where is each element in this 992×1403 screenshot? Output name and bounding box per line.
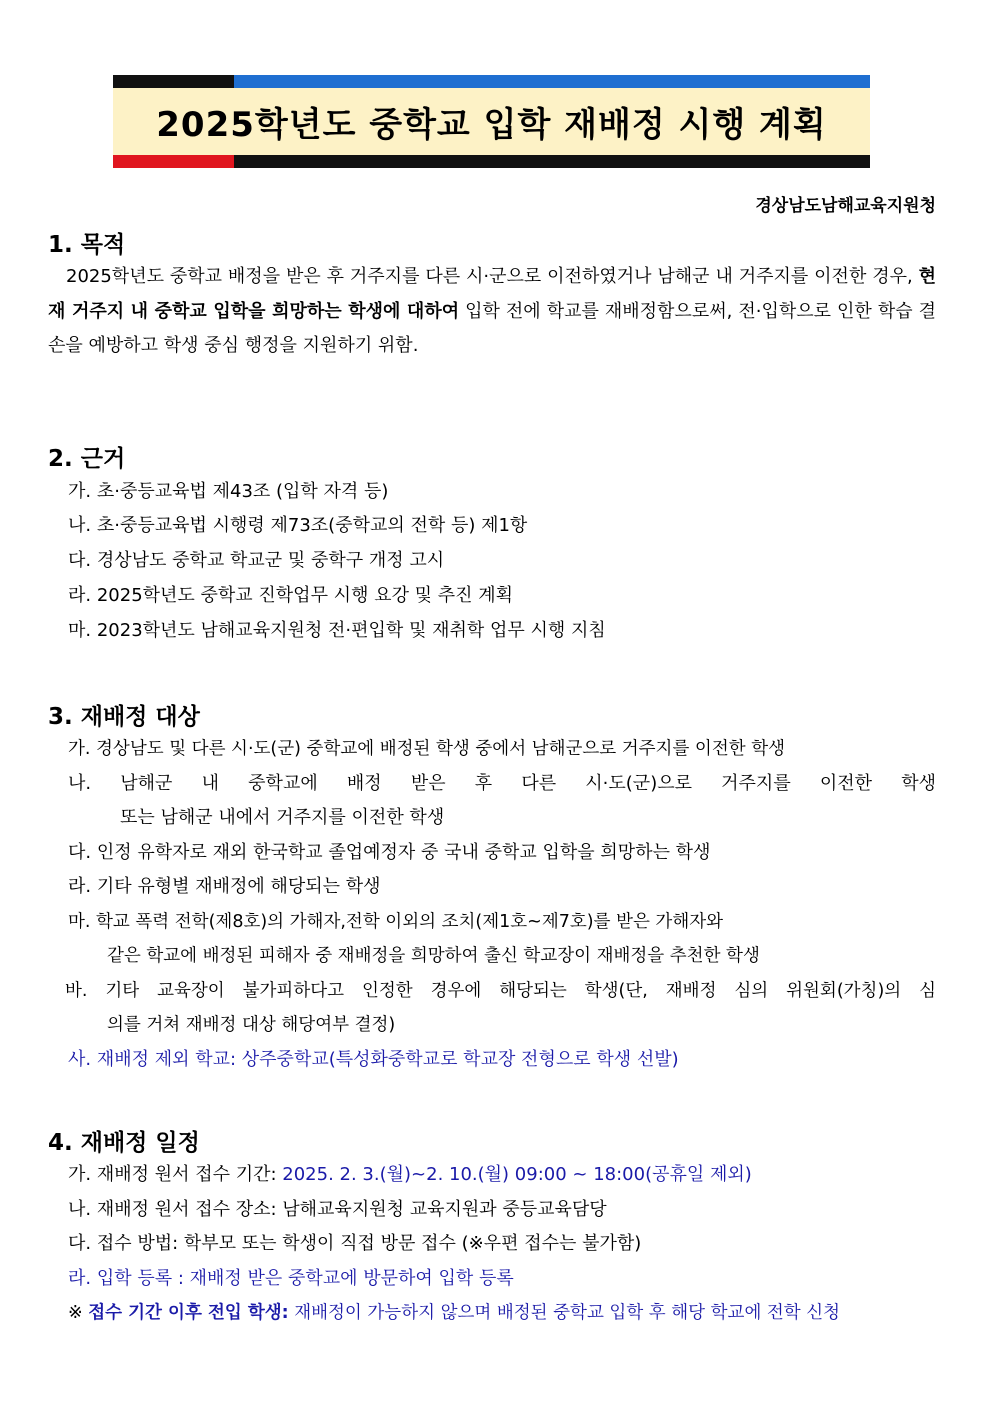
schedule-item-d: 라. 입학 등록 : 재배정 받은 중학교에 방문하여 입학 등록 bbox=[68, 1268, 514, 1289]
application-period-value: 2025. 2. 3.(월)~2. 10.(월) 09:00 ~ 18:00(공휴일 제외) bbox=[282, 1164, 752, 1185]
section-1-heading: 1. 목적 bbox=[48, 232, 126, 258]
basis-item: 가. 초·중등교육법 제43조 (입학 자격 등) bbox=[68, 481, 389, 502]
section-3-heading: 3. 재배정 대상 bbox=[48, 704, 200, 730]
page-title: 2025학년도 중학교 입학 재배정 시행 계획 bbox=[156, 105, 827, 145]
target-item-a: 가. 경상남도 및 다른 시·도(군) 중학교에 배정된 학생 중에서 남해군으로 거주지를 이전한 학생 bbox=[68, 739, 786, 759]
schedule-item-c: 다. 접수 방법: 학부모 또는 학생이 직접 방문 접수 (※우편 접수는 불가함) bbox=[68, 1233, 642, 1254]
banner-body bbox=[113, 88, 870, 155]
late-transfer-note bbox=[68, 1301, 840, 1325]
basis-item: 마. 2023학년도 남해교육지원청 전·편입학 및 재취학 업무 시행 지침 bbox=[68, 620, 606, 641]
target-item-b: 나. 남해군 내 중학교에 배정 받은 후 다른 시·도(군)으로 거주지를 이전한 학생 bbox=[68, 773, 936, 794]
basis-item: 라. 2025학년도 중학교 진학업무 시행 요강 및 추진 계획 bbox=[68, 585, 514, 606]
application-period-label: 가. 재배정 원서 접수 기간: bbox=[68, 1164, 283, 1185]
purpose-text-1: 2025학년도 중학교 배정을 받은 후 거주지를 다른 시·군으로 이전하였거나 남해군 내 거주지를 이전한 경우, bbox=[66, 266, 919, 287]
target-item-b-continued: 또는 남해군 내에서 거주지를 이전한 학생 bbox=[120, 807, 445, 828]
section-4-heading: 4. 재배정 일정 bbox=[48, 1130, 200, 1156]
purpose-emphasis: 현재 거주지 내 중학교 입학을 희망하는 학생에 대하여 bbox=[48, 266, 936, 322]
organization-name: 경상남도남해교육지원청 bbox=[755, 196, 936, 216]
target-item-e-continued: 같은 학교에 배정된 피해자 중 재배정을 희망하여 출신 학교장이 재배정을 추천한 학생 bbox=[107, 946, 760, 966]
section-2-heading: 2. 근거 bbox=[48, 446, 126, 472]
note-text: 재배정이 가능하지 않으며 배정된 중학교 입학 후 해당 학교에 전학 신청 bbox=[288, 1303, 841, 1323]
target-item-c: 다. 인정 유학자로 재외 한국학교 졸업예정자 중 국내 중학교 입학을 희망하는 학생 bbox=[68, 842, 711, 863]
schedule-item-a bbox=[68, 1163, 752, 1187]
basis-item: 다. 경상남도 중학교 학교군 및 중학구 개정 고시 bbox=[68, 550, 445, 571]
target-item-f-continued: 의를 거쳐 재배정 대상 해당여부 결정) bbox=[107, 1015, 396, 1035]
target-item-g-excluded-school: 사. 재배정 제외 학교: 상주중학교(특성화중학교로 학교장 전형으로 학생 선발) bbox=[68, 1049, 679, 1070]
target-item-e: 마. 학교 폭력 전학(제8호)의 가해자,전학 이외의 조치(제1호~제7호)를 받은 가해자와 bbox=[68, 912, 724, 932]
note-emphasis: 접수 기간 이후 전입 학생: bbox=[88, 1303, 289, 1323]
target-item-f: 바. 기타 교육장이 불가피하다고 인정한 경우에 해당되는 학생(단, 재배정 심의 위원회(가칭)의 심 bbox=[65, 981, 936, 1001]
banner-top-bar bbox=[113, 75, 870, 88]
basis-item: 나. 초·중등교육법 시행령 제73조(중학교의 전학 등) 제1항 bbox=[68, 515, 528, 536]
note-mark: ※ bbox=[68, 1303, 89, 1323]
banner-bottom-bar bbox=[113, 155, 870, 168]
target-item-d: 라. 기타 유형별 재배정에 해당되는 학생 bbox=[68, 876, 381, 897]
title-banner bbox=[113, 75, 870, 168]
section-1-paragraph bbox=[48, 260, 936, 364]
schedule-item-b: 나. 재배정 원서 접수 장소: 남해교육지원청 교육지원과 중등교육담당 bbox=[68, 1199, 607, 1220]
purpose-text-2: 입학 전에 학교를 재배정함으로써, 전·입학으로 인한 학습 결손을 예방하고 학생 중심 행정을 지원하기 위함. bbox=[48, 300, 936, 356]
